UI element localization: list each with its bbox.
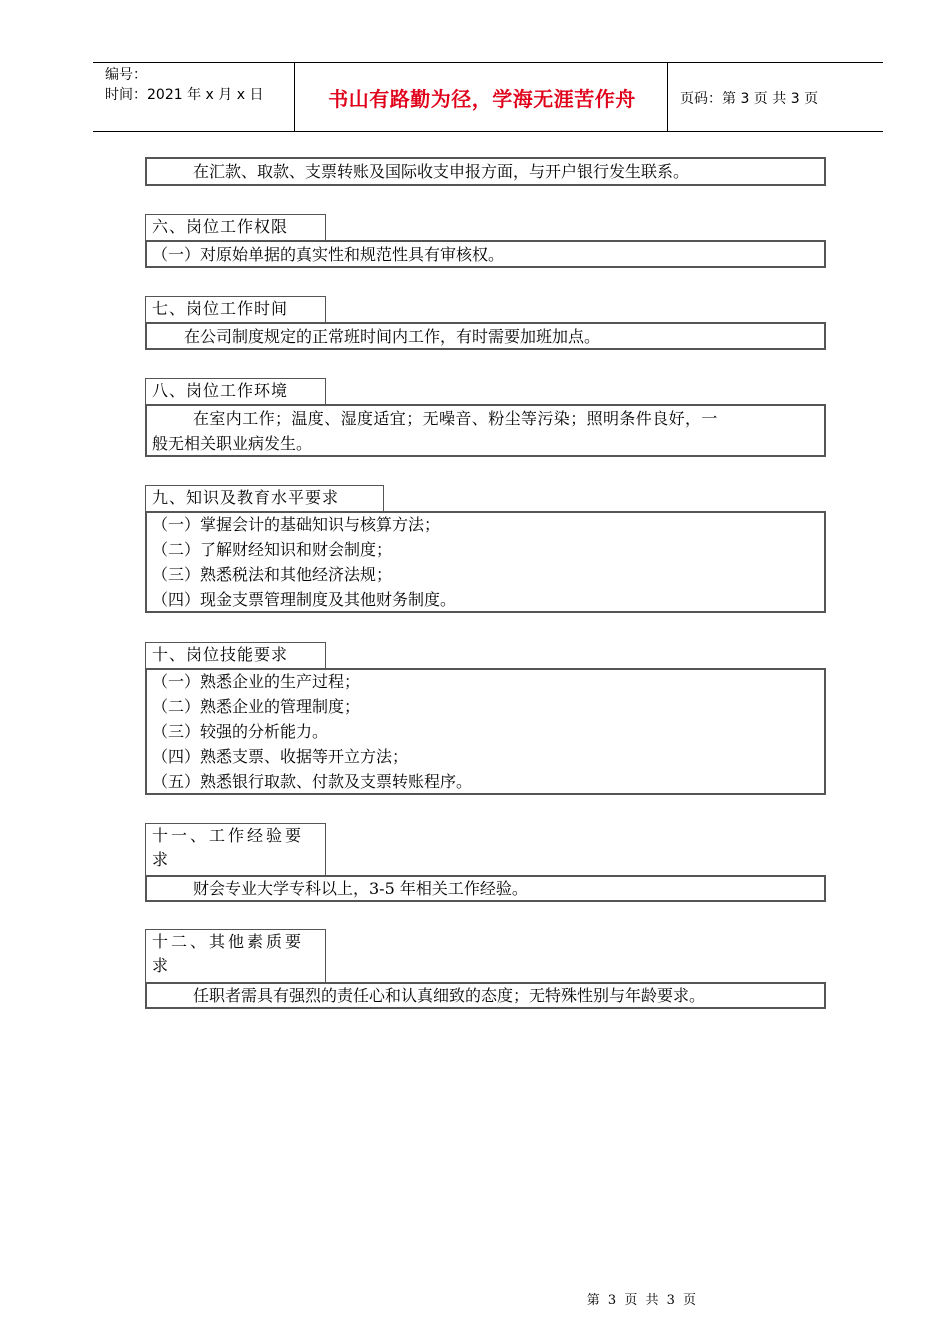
section-line: （五）熟悉银行取款、付款及支票转账程序。: [152, 772, 473, 791]
section-line: （三）熟悉税法和其他经济法规；: [152, 565, 393, 584]
page-footer: [0, 1289, 950, 1308]
header-motto: 书山有路勤为径，学海无涯苦作舟: [328, 87, 636, 111]
section-line: （一）熟悉企业的生产过程；: [152, 672, 361, 691]
section-title-experience: [145, 823, 326, 875]
intro-line: 在汇款、取款、支票转账及国际收支申报方面，与开户银行发生联系。: [193, 162, 690, 181]
section-line: 任职者需具有强烈的责任心和认真细致的态度；无特殊性别与年龄要求。: [193, 986, 706, 1005]
header-divider: [294, 63, 295, 131]
page-header: [93, 62, 883, 132]
section-line: 般无相关职业病发生。: [152, 434, 313, 453]
footer-page-number: 第 3 页 共 3 页: [586, 1293, 698, 1308]
header-divider: [667, 63, 668, 131]
section-line: 财会专业大学专科以上，3-5 年相关工作经验。: [193, 879, 528, 898]
section-title-other-qualities: [145, 929, 326, 982]
section-title-text: 求: [152, 850, 172, 869]
section-line: （四）熟悉支票、收据等开立方法；: [152, 747, 409, 766]
section-title-authority: 六、岗位工作权限: [145, 214, 326, 240]
section-line: 在公司制度规定的正常班时间内工作，有时需要加班加点。: [184, 327, 601, 346]
section-title-skills: 十、岗位技能要求: [145, 642, 326, 668]
section-line: （一）掌握会计的基础知识与核算方法；: [152, 515, 441, 534]
section-title-text: 求: [152, 956, 172, 975]
section-title-text: 十一、工作经验要: [152, 826, 305, 845]
section-title-work-time: 七、岗位工作时间: [145, 296, 326, 322]
section-line: （二）熟悉企业的管理制度；: [152, 697, 361, 716]
serial-label: 编号：: [105, 67, 147, 83]
section-title-text: 十二、其他素质要: [152, 932, 305, 951]
section-line: （一）对原始单据的真实性和规范性具有审核权。: [152, 245, 505, 264]
section-title-work-environment: 八、岗位工作环境: [145, 378, 326, 404]
section-line: （二）了解财经知识和财会制度；: [152, 540, 393, 559]
section-line: （三）较强的分析能力。: [152, 722, 329, 741]
section-title-knowledge: 九、知识及教育水平要求: [145, 485, 384, 511]
section-line: 在室内工作；温度、湿度适宜；无噪音、粉尘等污染；照明条件良好，一: [193, 409, 718, 428]
header-page-info: 页码：第 3 页 共 3 页: [680, 91, 819, 107]
section-line: （四）现金支票管理制度及其他财务制度。: [152, 590, 457, 609]
header-meta: [105, 65, 263, 105]
time-label: 时间：2021 年 x 月 x 日: [105, 87, 264, 103]
